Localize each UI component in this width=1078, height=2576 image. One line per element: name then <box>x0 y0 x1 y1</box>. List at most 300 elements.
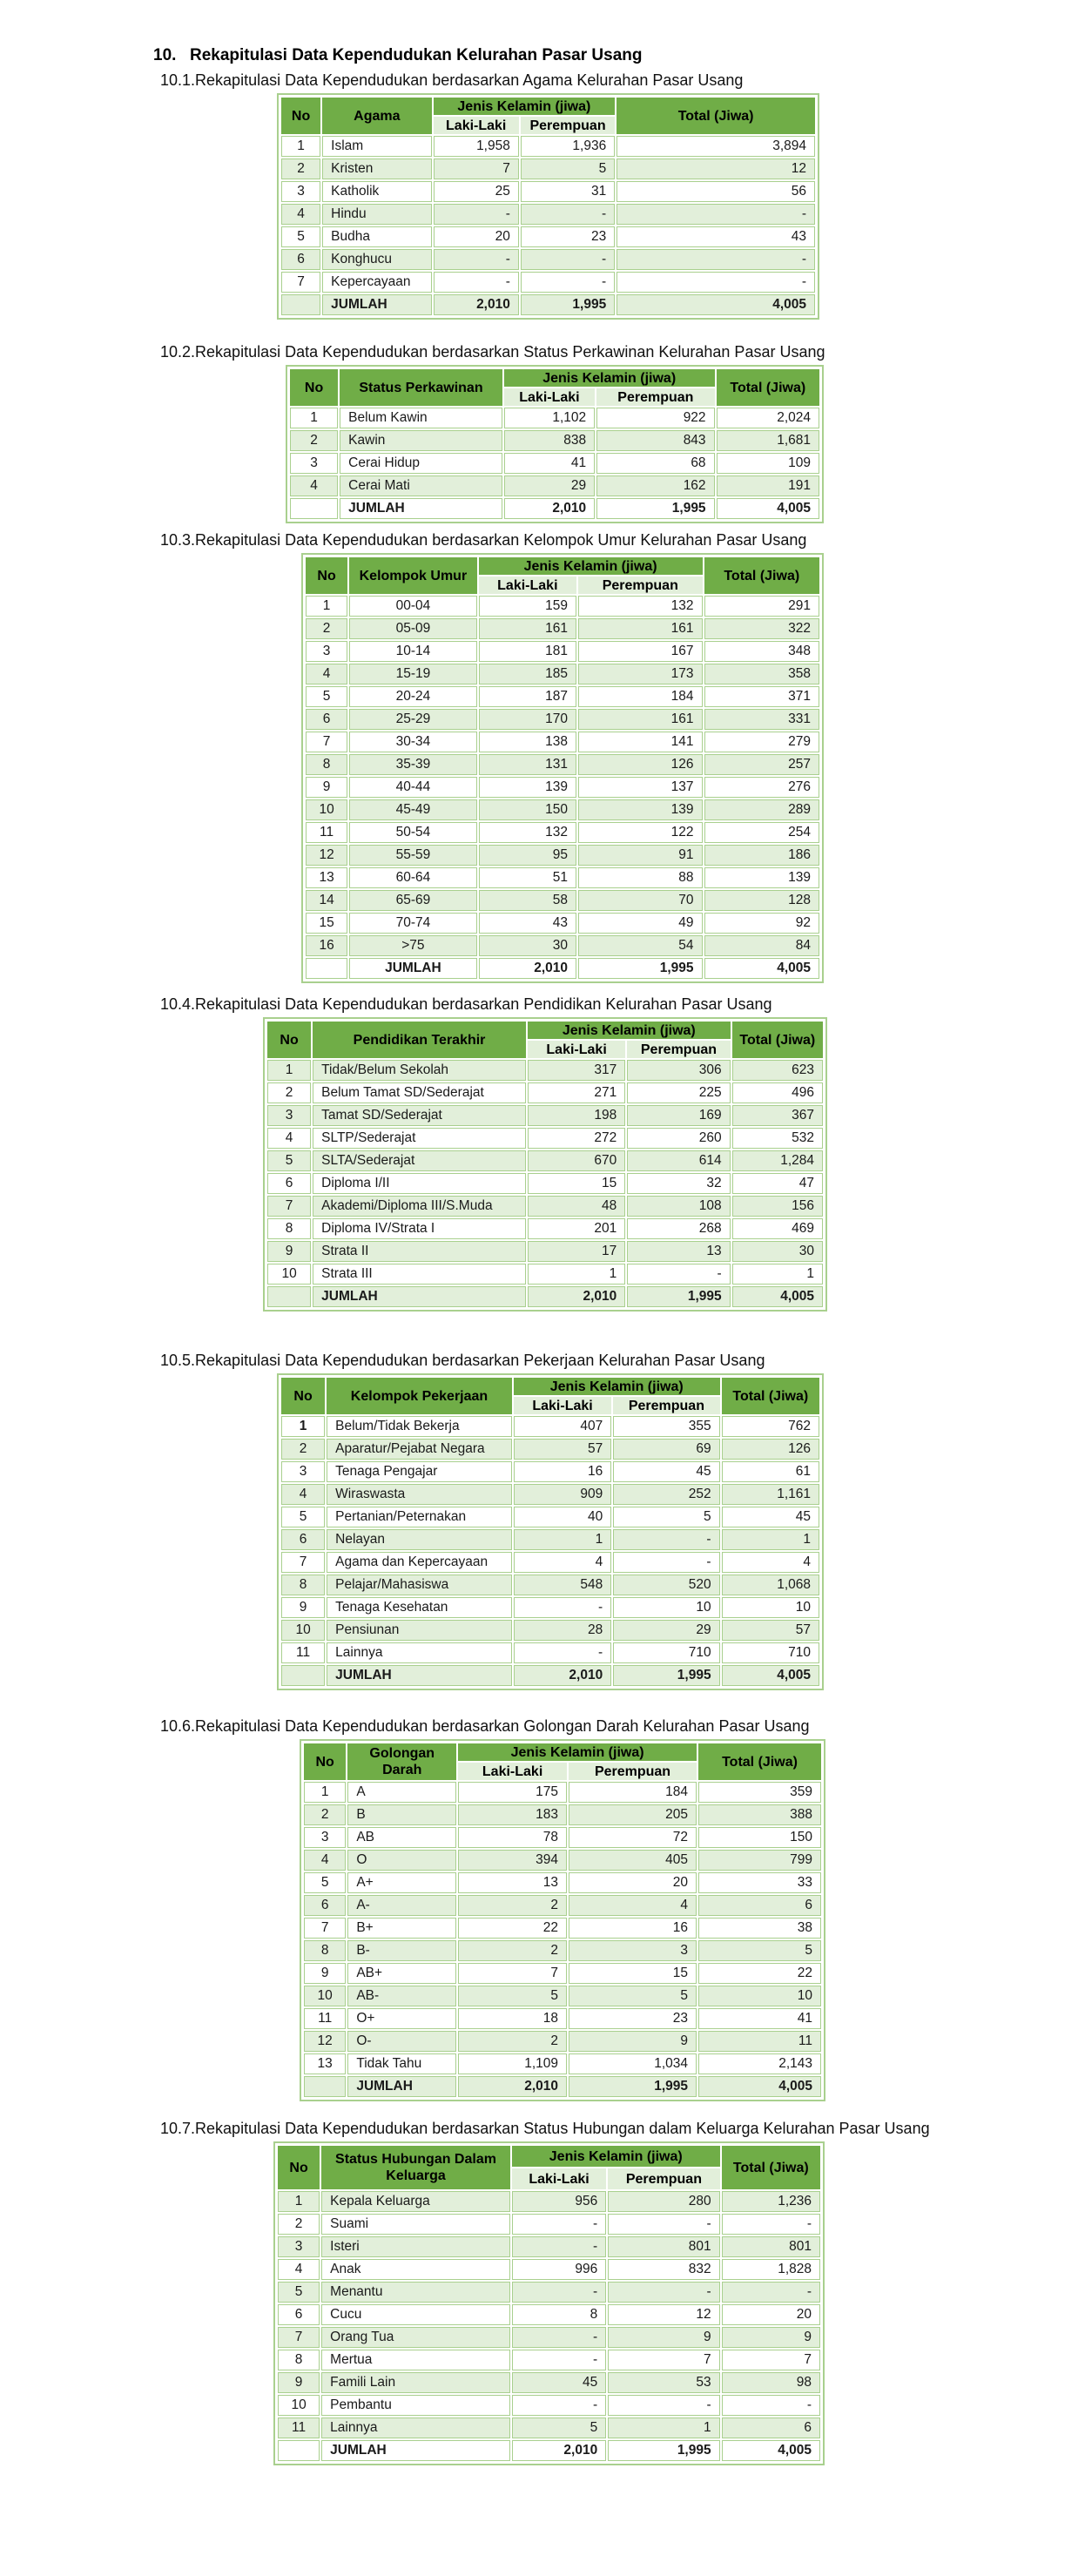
row-number-cell: 3 <box>281 181 320 202</box>
male-count-cell: - <box>512 2214 606 2235</box>
total-count-cell: 289 <box>704 799 819 820</box>
section-status-perkawinan <box>0 343 1078 523</box>
male-count-cell: 956 <box>512 2191 606 2212</box>
female-count-cell: 9 <box>608 2327 719 2348</box>
table-row <box>278 2191 820 2212</box>
section-title: 10.1.Rekapitulasi Data Kependudukan berdasarkan Agama Kelurahan Pasar Usang <box>160 71 744 89</box>
row-number-cell: 2 <box>278 2214 320 2235</box>
male-count-cell: 2,010 <box>504 498 595 519</box>
total-count-cell: 291 <box>704 596 819 617</box>
female-count-cell: 72 <box>569 1827 697 1848</box>
row-number-cell: 1 <box>306 596 347 617</box>
row-number-cell: 2 <box>281 1439 325 1460</box>
category-cell: Diploma IV/Strata I <box>313 1218 526 1239</box>
total-count-cell: 10 <box>722 1597 819 1618</box>
col-header-jenis-kelamin: Jenis Kelamin (jiwa) <box>512 2146 720 2167</box>
female-count-cell: - <box>627 1264 730 1285</box>
male-count-cell: 30 <box>479 935 576 956</box>
col-header-category: Pendidikan Terakhir <box>313 1022 526 1058</box>
female-count-cell: 1,936 <box>521 136 615 157</box>
total-count-cell: - <box>616 204 815 225</box>
golongan-darah-table <box>302 1742 823 2099</box>
row-number-cell: 3 <box>290 453 338 474</box>
total-count-cell: 710 <box>722 1642 819 1663</box>
table-row <box>306 799 819 820</box>
col-header-laki-laki: Laki-Laki <box>528 1041 625 1058</box>
female-count-cell: 5 <box>569 1986 697 2006</box>
category-cell: Belum Kawin <box>340 408 502 428</box>
col-header-total: Total (Jiwa) <box>717 369 819 406</box>
table-row <box>278 2327 820 2348</box>
col-header-perempuan: Perempuan <box>613 1397 719 1414</box>
male-count-cell: 131 <box>479 754 576 775</box>
female-count-cell: 252 <box>613 1484 719 1505</box>
female-count-cell: 1,034 <box>569 2053 697 2074</box>
row-number-cell: 1 <box>290 408 338 428</box>
total-count-cell: 799 <box>698 1850 821 1871</box>
total-count-cell: 532 <box>732 1128 823 1149</box>
total-count-cell: 359 <box>698 1782 821 1803</box>
table-row <box>278 2214 820 2235</box>
total-count-cell: 2,024 <box>717 408 819 428</box>
row-number-cell: 6 <box>278 2304 320 2325</box>
total-count-cell: 623 <box>732 1060 823 1081</box>
section-title: 10.7.Rekapitulasi Data Kependudukan berdasarkan Status Hubungan dalam Keluarga Kelurahan Pasar Usang <box>160 2120 930 2137</box>
female-count-cell: 167 <box>578 641 702 662</box>
col-header-laki-laki: Laki-Laki <box>479 577 576 594</box>
row-number-cell: 9 <box>281 1597 325 1618</box>
female-count-cell: - <box>521 204 615 225</box>
table-row <box>278 2418 820 2438</box>
row-number-cell: 11 <box>278 2418 320 2438</box>
category-cell: Tidak/Belum Sekolah <box>313 1060 526 1081</box>
category-cell: Kepala Keluarga <box>321 2191 510 2212</box>
category-cell: Tenaga Kesehatan <box>327 1597 512 1618</box>
category-cell: Agama dan Kepercayaan <box>327 1552 512 1573</box>
male-count-cell: 170 <box>479 709 576 730</box>
male-count-cell: - <box>512 2236 606 2257</box>
category-cell: Isteri <box>321 2236 510 2257</box>
female-count-cell: 29 <box>613 1620 719 1641</box>
female-count-cell: 23 <box>569 2008 697 2029</box>
table-row <box>281 1575 819 1595</box>
female-count-cell: 710 <box>613 1642 719 1663</box>
row-number-cell: 6 <box>281 1529 325 1550</box>
female-count-cell: 405 <box>569 1850 697 1871</box>
category-cell: Anak <box>321 2259 510 2280</box>
total-count-cell: 6 <box>722 2418 820 2438</box>
total-count-cell: 388 <box>698 1804 821 1825</box>
category-cell: AB- <box>347 1986 456 2006</box>
table-frame <box>273 2141 825 2465</box>
category-cell: JUMLAH <box>321 2440 510 2461</box>
col-header-laki-laki: Laki-Laki <box>512 2168 606 2189</box>
category-cell: A <box>347 1782 456 1803</box>
row-number-cell: 2 <box>306 618 347 639</box>
row-number-cell: 12 <box>304 2031 346 2052</box>
status-hubungan-table <box>276 2144 822 2463</box>
male-count-cell: 139 <box>479 777 576 798</box>
table-row <box>306 913 819 934</box>
female-count-cell: - <box>608 2395 719 2416</box>
male-count-cell: 2,010 <box>512 2440 606 2461</box>
table-row <box>306 845 819 866</box>
table-row <box>306 777 819 798</box>
female-count-cell: 1,995 <box>608 2440 719 2461</box>
category-cell: Tamat SD/Sederajat <box>313 1105 526 1126</box>
section-kelompok-umur <box>0 531 1078 983</box>
category-cell: Belum/Tidak Bekerja <box>327 1416 512 1437</box>
row-number-cell: 7 <box>304 1918 346 1939</box>
table-row <box>281 1620 819 1641</box>
col-header-total: Total (Jiwa) <box>704 557 819 594</box>
female-count-cell: 184 <box>578 686 702 707</box>
total-count-cell: 1,161 <box>722 1484 819 1505</box>
row-number-cell: 9 <box>306 777 347 798</box>
male-count-cell: 2 <box>458 1940 567 1961</box>
table-row <box>306 754 819 775</box>
table-row <box>281 1439 819 1460</box>
category-cell: JUMLAH <box>340 498 502 519</box>
col-header-no: No <box>278 2146 320 2189</box>
female-count-cell: 1,995 <box>613 1665 719 1686</box>
table-row <box>304 2053 821 2074</box>
total-count-cell: 11 <box>698 2031 821 2052</box>
col-header-total: Total (Jiwa) <box>698 1743 821 1780</box>
male-count-cell: 181 <box>479 641 576 662</box>
col-header-laki-laki: Laki-Laki <box>514 1397 611 1414</box>
female-count-cell: 614 <box>627 1150 730 1171</box>
col-header-jenis-kelamin: Jenis Kelamin (jiwa) <box>434 98 616 115</box>
female-count-cell: 161 <box>578 709 702 730</box>
page-title <box>153 45 1078 65</box>
total-count-cell: 92 <box>704 913 819 934</box>
male-count-cell: 138 <box>479 732 576 752</box>
total-count-cell: - <box>616 272 815 293</box>
female-count-cell: 205 <box>569 1804 697 1825</box>
male-count-cell: 78 <box>458 1827 567 1848</box>
table-row <box>267 1060 823 1081</box>
table-row <box>278 2304 820 2325</box>
category-cell: 35-39 <box>349 754 477 775</box>
total-count-cell: 5 <box>698 1940 821 1961</box>
male-count-cell: 1 <box>528 1264 625 1285</box>
row-number-cell: 2 <box>290 430 338 451</box>
row-number-cell: 10 <box>281 1620 325 1641</box>
male-count-cell: 1,102 <box>504 408 595 428</box>
female-count-cell: 184 <box>569 1782 697 1803</box>
category-cell: Katholik <box>322 181 431 202</box>
total-count-cell: 128 <box>704 890 819 911</box>
female-count-cell: 54 <box>578 935 702 956</box>
male-count-cell: 838 <box>504 430 595 451</box>
category-cell: Strata III <box>313 1264 526 1285</box>
row-number-cell: 9 <box>278 2372 320 2393</box>
section-agama <box>0 71 1078 320</box>
table-row <box>281 1642 819 1663</box>
total-count-cell: - <box>722 2395 820 2416</box>
col-header-perempuan: Perempuan <box>569 1763 697 1780</box>
row-number-cell: 7 <box>281 272 320 293</box>
female-count-cell: 88 <box>578 867 702 888</box>
male-count-cell: 2 <box>458 1895 567 1916</box>
table-row <box>304 1872 821 1893</box>
document-page <box>0 45 1078 2576</box>
male-count-cell: 150 <box>479 799 576 820</box>
row-number-cell: 4 <box>290 475 338 496</box>
category-cell: 05-09 <box>349 618 477 639</box>
total-count-cell: 469 <box>732 1218 823 1239</box>
category-cell: Kristen <box>322 158 431 179</box>
male-count-cell: - <box>512 2350 606 2370</box>
col-header-jenis-kelamin: Jenis Kelamin (jiwa) <box>479 557 703 575</box>
agama-table <box>280 96 817 317</box>
total-count-cell: 279 <box>704 732 819 752</box>
table-row <box>267 1105 823 1126</box>
category-cell: JUMLAH <box>327 1665 512 1686</box>
category-cell: 50-54 <box>349 822 477 843</box>
male-count-cell: - <box>512 2395 606 2416</box>
table-row <box>267 1150 823 1171</box>
row-number-cell: 6 <box>306 709 347 730</box>
table-row <box>281 1529 819 1550</box>
row-number-cell: 3 <box>278 2236 320 2257</box>
category-cell: Hindu <box>322 204 431 225</box>
table-frame <box>301 553 824 983</box>
female-count-cell: 1,995 <box>569 2076 697 2097</box>
male-count-cell: 198 <box>528 1105 625 1126</box>
total-count-cell: 47 <box>732 1173 823 1194</box>
jumlah-row <box>278 2440 820 2461</box>
male-count-cell: 5 <box>458 1986 567 2006</box>
female-count-cell: 10 <box>613 1597 719 1618</box>
col-header-perempuan: Perempuan <box>596 388 714 406</box>
section-status-hubungan <box>0 2120 1078 2465</box>
total-count-cell: 109 <box>717 453 819 474</box>
table-row <box>281 272 815 293</box>
table-row <box>306 596 819 617</box>
category-cell: JUMLAH <box>322 294 431 315</box>
female-count-cell: 832 <box>608 2259 719 2280</box>
female-count-cell: 5 <box>613 1507 719 1527</box>
total-count-cell: 4,005 <box>722 2440 820 2461</box>
female-count-cell: 162 <box>596 475 714 496</box>
male-count-cell: 7 <box>458 1963 567 1984</box>
row-number-cell: 10 <box>304 1986 346 2006</box>
male-count-cell: 16 <box>514 1461 611 1482</box>
section-pendidikan <box>0 995 1078 1312</box>
total-count-cell: 2,143 <box>698 2053 821 2074</box>
category-cell: Aparatur/Pejabat Negara <box>327 1439 512 1460</box>
total-count-cell: 20 <box>722 2304 820 2325</box>
table-row <box>281 204 815 225</box>
category-cell: Suami <box>321 2214 510 2235</box>
male-count-cell: 40 <box>514 1507 611 1527</box>
table-row <box>281 1416 819 1437</box>
male-count-cell: 41 <box>504 453 595 474</box>
pendidikan-table <box>266 1020 825 1309</box>
table-row <box>306 732 819 752</box>
col-header-category: Agama <box>322 98 431 134</box>
male-count-cell: 17 <box>528 1241 625 1262</box>
male-count-cell: 2 <box>458 2031 567 2052</box>
table-row <box>306 822 819 843</box>
total-count-cell: 4,005 <box>732 1286 823 1307</box>
category-cell: Kepercayaan <box>322 272 431 293</box>
page-title-number: 10. <box>153 46 177 64</box>
category-cell: Cerai Mati <box>340 475 502 496</box>
male-count-cell: 159 <box>479 596 576 617</box>
male-count-cell: 15 <box>528 1173 625 1194</box>
female-count-cell: 173 <box>578 664 702 684</box>
male-count-cell: 48 <box>528 1196 625 1217</box>
category-cell: Lainnya <box>321 2418 510 2438</box>
male-count-cell: 43 <box>479 913 576 934</box>
jumlah-row <box>281 1665 819 1686</box>
row-number-cell: 5 <box>267 1150 311 1171</box>
category-cell: O- <box>347 2031 456 2052</box>
male-count-cell: 1 <box>514 1529 611 1550</box>
table-row <box>306 664 819 684</box>
col-header-total: Total (Jiwa) <box>722 2146 820 2189</box>
female-count-cell: 1,995 <box>578 958 702 979</box>
table-row <box>306 935 819 956</box>
total-count-cell: 6 <box>698 1895 821 1916</box>
table-row <box>304 1850 821 1871</box>
row-number-cell: 6 <box>267 1173 311 1194</box>
row-number-cell: 6 <box>281 249 320 270</box>
table-row <box>278 2372 820 2393</box>
row-number-cell <box>281 294 320 315</box>
col-header-laki-laki: Laki-Laki <box>504 388 595 406</box>
male-count-cell: - <box>434 272 519 293</box>
male-count-cell: 161 <box>479 618 576 639</box>
row-number-cell: 1 <box>281 136 320 157</box>
male-count-cell: 95 <box>479 845 576 866</box>
section-title: 10.4.Rekapitulasi Data Kependudukan berdasarkan Pendidikan Kelurahan Pasar Usang <box>160 995 772 1013</box>
category-cell: B- <box>347 1940 456 1961</box>
row-number-cell: 10 <box>267 1264 311 1285</box>
table-row <box>304 1918 821 1939</box>
table-row <box>281 1484 819 1505</box>
row-number-cell: 2 <box>267 1082 311 1103</box>
category-cell: O+ <box>347 2008 456 2029</box>
table-row <box>290 408 819 428</box>
col-header-jenis-kelamin: Jenis Kelamin (jiwa) <box>504 369 715 387</box>
female-count-cell: 53 <box>608 2372 719 2393</box>
row-number-cell: 10 <box>306 799 347 820</box>
male-count-cell: 2,010 <box>528 1286 625 1307</box>
category-cell: Tidak Tahu <box>347 2053 456 2074</box>
table-row <box>281 158 815 179</box>
category-cell: O <box>347 1850 456 1871</box>
table-row <box>281 1597 819 1618</box>
female-count-cell: 306 <box>627 1060 730 1081</box>
total-count-cell: 150 <box>698 1827 821 1848</box>
category-cell: 25-29 <box>349 709 477 730</box>
male-count-cell: - <box>434 249 519 270</box>
total-count-cell: 801 <box>722 2236 820 2257</box>
total-count-cell: 358 <box>704 664 819 684</box>
category-cell: 40-44 <box>349 777 477 798</box>
male-count-cell: 187 <box>479 686 576 707</box>
row-number-cell: 11 <box>304 2008 346 2029</box>
total-count-cell: 156 <box>732 1196 823 1217</box>
category-cell: Konghucu <box>322 249 431 270</box>
male-count-cell: 57 <box>514 1439 611 1460</box>
section-title: 10.3.Rekapitulasi Data Kependudukan berdasarkan Kelompok Umur Kelurahan Pasar Usang <box>160 531 807 549</box>
row-number-cell: 13 <box>306 867 347 888</box>
female-count-cell: 169 <box>627 1105 730 1126</box>
row-number-cell: 8 <box>267 1218 311 1239</box>
male-count-cell: 394 <box>458 1850 567 1871</box>
male-count-cell: 20 <box>434 226 519 247</box>
row-number-cell: 4 <box>304 1850 346 1871</box>
col-header-category: Status Perkawinan <box>340 369 502 406</box>
category-cell: 65-69 <box>349 890 477 911</box>
row-number-cell: 9 <box>267 1241 311 1262</box>
status-perkawinan-table <box>288 368 821 521</box>
female-count-cell: 45 <box>613 1461 719 1482</box>
male-count-cell: 2,010 <box>458 2076 567 2097</box>
table-row <box>304 1940 821 1961</box>
total-count-cell: 257 <box>704 754 819 775</box>
total-count-cell: 98 <box>722 2372 820 2393</box>
total-count-cell: 367 <box>732 1105 823 1126</box>
table-row <box>267 1082 823 1103</box>
category-cell: 15-19 <box>349 664 477 684</box>
row-number-cell: 1 <box>281 1416 325 1437</box>
col-header-perempuan: Perempuan <box>627 1041 730 1058</box>
col-header-laki-laki: Laki-Laki <box>458 1763 567 1780</box>
table-row <box>281 136 815 157</box>
male-count-cell: 996 <box>512 2259 606 2280</box>
table-row <box>304 1782 821 1803</box>
total-count-cell: 331 <box>704 709 819 730</box>
female-count-cell: - <box>608 2282 719 2303</box>
total-count-cell: 9 <box>722 2327 820 2348</box>
male-count-cell: 201 <box>528 1218 625 1239</box>
table-row <box>281 181 815 202</box>
table-row <box>306 618 819 639</box>
row-number-cell: 4 <box>267 1128 311 1149</box>
female-count-cell: 32 <box>627 1173 730 1194</box>
female-count-cell: 132 <box>578 596 702 617</box>
male-count-cell: 272 <box>528 1128 625 1149</box>
category-cell: >75 <box>349 935 477 956</box>
category-cell: 55-59 <box>349 845 477 866</box>
total-count-cell: - <box>722 2214 820 2235</box>
category-cell: AB <box>347 1827 456 1848</box>
col-header-category: Kelompok Umur <box>349 557 477 594</box>
male-count-cell: 58 <box>479 890 576 911</box>
table-row <box>304 1827 821 1848</box>
female-count-cell: - <box>521 249 615 270</box>
row-number-cell <box>278 2440 320 2461</box>
total-count-cell: 43 <box>616 226 815 247</box>
total-count-cell: - <box>722 2282 820 2303</box>
jumlah-row <box>304 2076 821 2097</box>
row-number-cell: 1 <box>267 1060 311 1081</box>
table-row <box>281 226 815 247</box>
row-number-cell: 8 <box>304 1940 346 1961</box>
female-count-cell: 1,995 <box>521 294 615 315</box>
total-count-cell: 4 <box>722 1552 819 1573</box>
table-row <box>306 867 819 888</box>
row-number-cell: 2 <box>281 158 320 179</box>
col-header-total: Total (Jiwa) <box>616 98 815 134</box>
female-count-cell: 31 <box>521 181 615 202</box>
